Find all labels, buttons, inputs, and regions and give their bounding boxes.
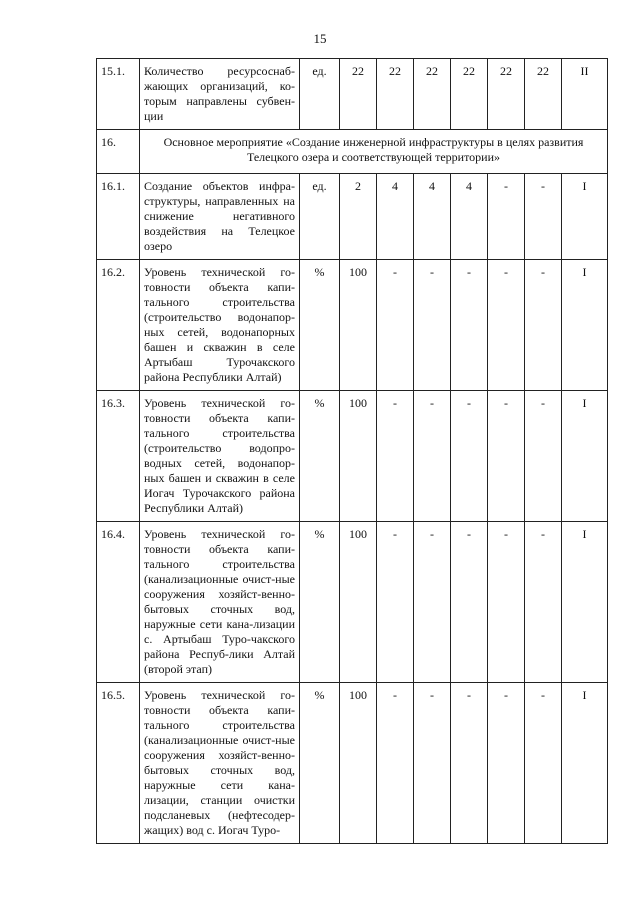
value-cell: 22	[414, 59, 451, 130]
value-cell: -	[377, 522, 414, 683]
table-row	[97, 59, 608, 130]
row-number: 16.3.	[97, 391, 140, 522]
table-row	[97, 130, 608, 174]
table-row	[97, 522, 608, 683]
value-cell: -	[488, 683, 525, 844]
value-cell: 4	[451, 174, 488, 260]
indicators-table	[96, 58, 608, 844]
value-cell: -	[451, 391, 488, 522]
value-cell: 100	[340, 391, 377, 522]
value-cell: -	[525, 260, 562, 391]
indicator-type-cell: I	[562, 174, 608, 260]
value-cell: -	[488, 174, 525, 260]
value-cell: 4	[377, 174, 414, 260]
value-cell: -	[451, 522, 488, 683]
value-cell: -	[414, 260, 451, 391]
row-number: 16.	[97, 130, 140, 174]
unit-cell: ед.	[300, 174, 340, 260]
unit-cell: ед.	[300, 59, 340, 130]
value-cell: -	[377, 683, 414, 844]
value-cell: -	[414, 522, 451, 683]
table-row	[97, 391, 608, 522]
indicator-type-cell: I	[562, 391, 608, 522]
indicator-type-cell: II	[562, 59, 608, 130]
value-cell: 100	[340, 260, 377, 391]
value-cell: 100	[340, 522, 377, 683]
row-number: 16.2.	[97, 260, 140, 391]
value-cell: -	[414, 391, 451, 522]
value-cell: -	[451, 683, 488, 844]
value-cell: -	[488, 391, 525, 522]
value-cell: -	[488, 522, 525, 683]
indicator-name: Уровень технической го-товности объекта капи-тального строительства (канализационные очист-ные сооружения хозяйст-венно-бытовых сточных вод, наружные сети кана-лизации с. Артыбаш Туро-чакского района Респуб-лики Алтай (второй этап)	[140, 522, 300, 683]
value-cell: 2	[340, 174, 377, 260]
value-cell: 22	[525, 59, 562, 130]
page-number: 15	[313, 31, 327, 46]
value-cell: 100	[340, 683, 377, 844]
value-cell: -	[451, 260, 488, 391]
indicator-type-cell: I	[562, 522, 608, 683]
indicator-name: Уровень технической го-товности объекта капи-тального строительства (строительство водопро-водных сетей, водонапор-ных башен и скважин в селе Иогач Турочакского района Республики Алтай)	[140, 391, 300, 522]
indicator-name: Создание объектов инфра-структуры, направленных на снижение негативного воздействия на Телецкое озеро	[140, 174, 300, 260]
indicator-name: Уровень технической го-товности объекта капи-тального строительства (канализационные очист-ные сооружения хозяйст-венно-бытовых сточных вод, наружные сети кана-лизации, станции очистки подсланевых (нефтесодер-жащих) вод с. Иогач Туро-	[140, 683, 300, 844]
value-cell: 4	[414, 174, 451, 260]
value-cell: -	[525, 391, 562, 522]
unit-cell: %	[300, 522, 340, 683]
value-cell: -	[377, 260, 414, 391]
value-cell: -	[525, 522, 562, 683]
row-number: 15.1.	[97, 59, 140, 130]
indicator-type-cell: I	[562, 260, 608, 391]
value-cell: 22	[377, 59, 414, 130]
value-cell: 22	[488, 59, 525, 130]
indicator-name: Количество ресурсоснаб-жающих организаций, ко-торым направлены субвен-ции	[140, 59, 300, 130]
unit-cell: %	[300, 683, 340, 844]
row-number: 16.5.	[97, 683, 140, 844]
value-cell: -	[525, 683, 562, 844]
table-row	[97, 683, 608, 844]
value-cell: -	[488, 260, 525, 391]
indicator-type-cell: I	[562, 683, 608, 844]
value-cell: 22	[451, 59, 488, 130]
value-cell: -	[525, 174, 562, 260]
value-cell: -	[414, 683, 451, 844]
row-number: 16.1.	[97, 174, 140, 260]
value-cell: 22	[340, 59, 377, 130]
row-number: 16.4.	[97, 522, 140, 683]
unit-cell: %	[300, 391, 340, 522]
section-title: Основное мероприятие «Создание инженерной инфраструктуры в целях развития Телецкого озера и соответствующей территории»	[140, 130, 608, 174]
value-cell: -	[377, 391, 414, 522]
indicator-name: Уровень технической го-товности объекта капи-тального строительства (строительство водонапор-ных сетей, водонапорных башен и скважин в селе Артыбаш Турочакского района Республики Алтай)	[140, 260, 300, 391]
table-row	[97, 260, 608, 391]
table-row	[97, 174, 608, 260]
unit-cell: %	[300, 260, 340, 391]
